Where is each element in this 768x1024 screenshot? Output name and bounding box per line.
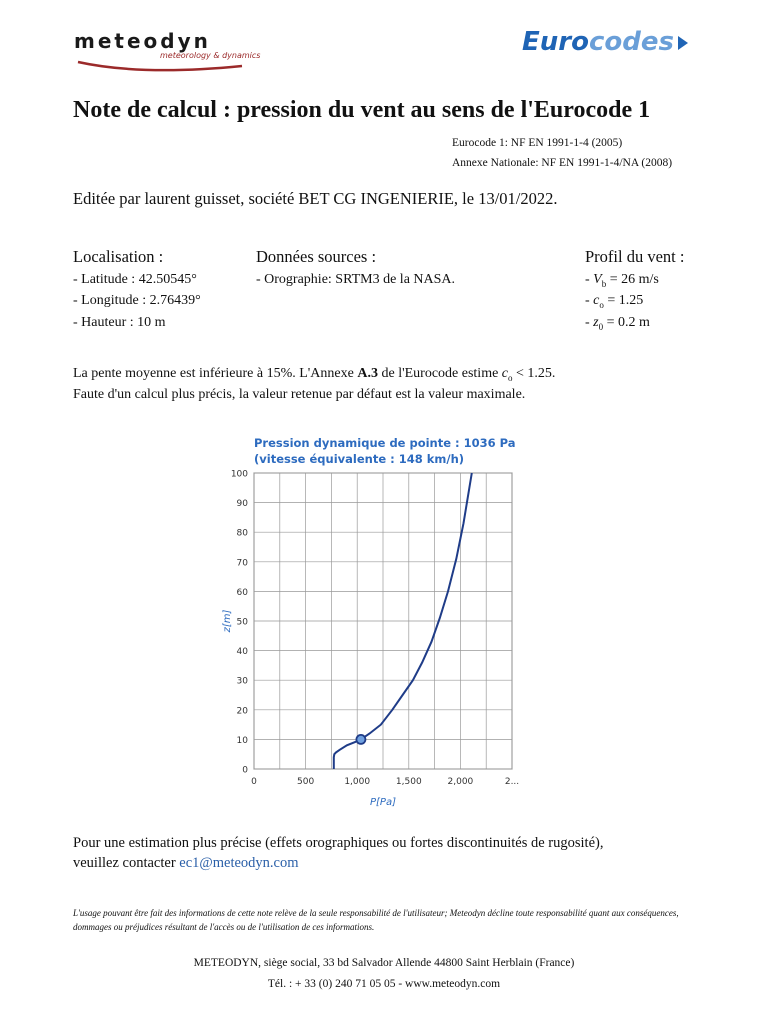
disclaimer: L'usage pouvant être fait des informations de cette note relève de la seule responsabilité de l'utilisateur; Meteodyn décline toute responsabilité quant aux conséquences, dommages ou préjudices résultant de l'accès ou de l'utilisation de ces informations. bbox=[73, 908, 679, 932]
wind-profile-co: - $c_o = 1.25$ bbox=[585, 293, 644, 310]
reference-eurocode: Eurocode 1: NF EN 1991-1-4 (2005) bbox=[452, 137, 623, 149]
chart-subtitle: (vitesse équivalente : 148 km/h) bbox=[254, 452, 465, 466]
y-tick-label: 0 bbox=[242, 765, 248, 776]
chart-title: Pression dynamique de pointe : 1036 Pa bbox=[254, 436, 516, 450]
pressure-chart bbox=[210, 428, 530, 808]
slope-note: La pente moyenne est inférieure à 15%. L'Annexe A.3 de l'Eurocode estime $c_o < 1.25$. bbox=[73, 366, 556, 383]
meteodyn-logo-text: meteodyn bbox=[74, 29, 211, 53]
contact-email-link[interactable]: ec1@meteodyn.com bbox=[179, 855, 299, 871]
eurocodes-logo bbox=[520, 26, 695, 58]
play-arrow-icon bbox=[678, 36, 688, 50]
y-tick-label: 70 bbox=[236, 558, 248, 569]
y-tick-label: 50 bbox=[236, 617, 248, 628]
wind-profile-z0: - $z_0 = 0.2$ m bbox=[585, 315, 650, 332]
footer-address: METEODYN, siège social, 33 bd Salvador Allende 44800 Saint Herblain (France) bbox=[193, 957, 575, 969]
x-tick-label: 1,000 bbox=[344, 777, 371, 787]
wind-profile-vb: - $V_b = 26$ m/s bbox=[585, 272, 659, 289]
contact-prompt: veuillez contacter ec1@meteodyn.com bbox=[73, 855, 299, 871]
page-title: Note de calcul : pression du vent au sens de l'Eurocode 1 bbox=[73, 97, 651, 123]
y-tick-label: 10 bbox=[236, 735, 248, 746]
footer-contact: Tél. : + 33 (0) 240 71 05 05 - www.meteodyn.com bbox=[267, 978, 501, 990]
sources-heading: Données sources : bbox=[256, 247, 377, 266]
x-tick-label: 2... bbox=[504, 777, 520, 787]
x-axis-label: P[Pa] bbox=[370, 797, 396, 808]
pressure-chart-svg bbox=[210, 428, 530, 808]
y-tick-label: 30 bbox=[236, 676, 248, 687]
x-tick-label: 0 bbox=[251, 777, 257, 787]
localisation-latitude: - Latitude : 42.50545° bbox=[73, 272, 197, 287]
x-tick-label: 1,500 bbox=[395, 777, 422, 787]
logo-swoosh bbox=[78, 62, 242, 70]
highlight-point bbox=[356, 735, 365, 744]
svg-text:Eurocodes bbox=[522, 27, 674, 57]
y-axis-label: z[m] bbox=[222, 609, 233, 633]
contact-line: Pour une estimation plus précise (effets orographiques ou fortes discontinuités de rugosité), bbox=[73, 835, 604, 851]
reference-annexe: Annexe Nationale: NF EN 1991-1-4/NA (2008) bbox=[452, 157, 673, 169]
edited-by: Editée par laurent guisset, société BET CG INGENIERIE, le 13/01/2022. bbox=[73, 189, 558, 208]
eurocodes-euro: Euro bbox=[522, 27, 589, 57]
y-tick-label: 60 bbox=[236, 587, 248, 598]
wind-profile-heading: Profil du vent : bbox=[585, 247, 685, 266]
y-tick-label: 40 bbox=[236, 647, 248, 658]
x-tick-label: 2,000 bbox=[447, 777, 474, 787]
localisation-heading: Localisation : bbox=[73, 247, 164, 266]
eurocodes-codes: codes bbox=[588, 27, 674, 57]
localisation-hauteur: - Hauteur : 10 m bbox=[73, 315, 166, 330]
sources-orography: - Orographie: SRTM3 de la NASA. bbox=[256, 272, 456, 287]
x-tick-label: 500 bbox=[297, 777, 315, 787]
y-tick-label: 100 bbox=[230, 469, 248, 480]
meteodyn-tagline: meteorology & dynamics bbox=[160, 51, 261, 60]
default-value-note: Faute d'un calcul plus précis, la valeur retenue par défaut est la valeur maximale. bbox=[73, 387, 526, 402]
y-tick-label: 80 bbox=[236, 528, 248, 539]
meteodyn-logo bbox=[72, 28, 272, 74]
localisation-longitude: - Longitude : 2.76439° bbox=[73, 293, 201, 308]
y-tick-label: 20 bbox=[236, 706, 248, 717]
y-tick-label: 90 bbox=[236, 499, 248, 510]
